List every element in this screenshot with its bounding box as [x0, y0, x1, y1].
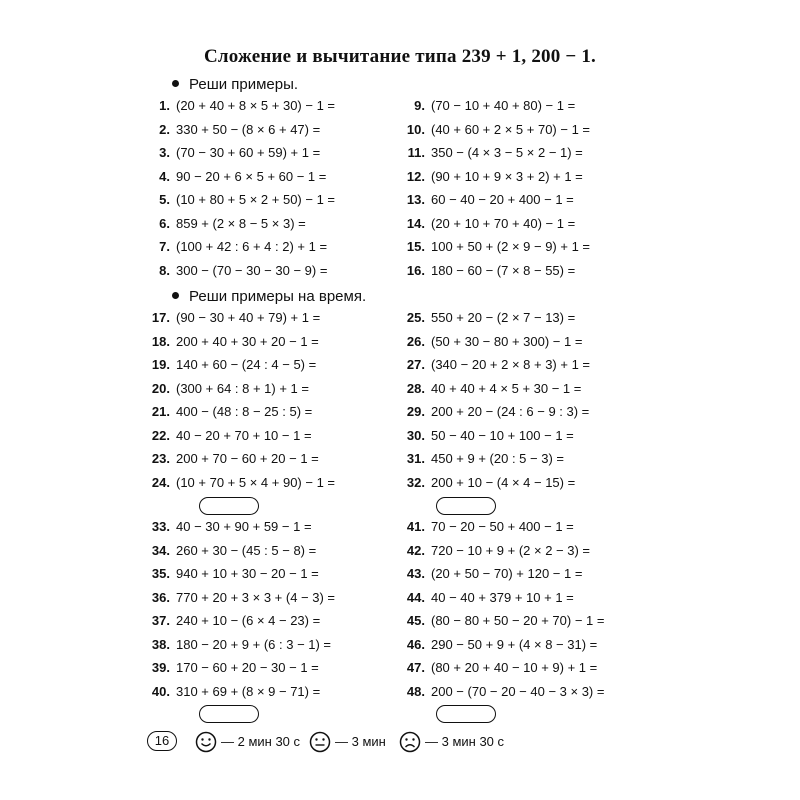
exercise-row	[403, 543, 590, 559]
exercise-number: 12.	[406, 169, 425, 184]
exercise-expression: 40 − 40 + 379 + 10 + 1 =	[431, 590, 574, 605]
exercise-row	[403, 239, 590, 255]
section2-heading	[172, 288, 366, 305]
exercise-number: 19.	[151, 357, 170, 372]
exercise-number: 42.	[406, 543, 425, 558]
exercise-row	[403, 98, 575, 114]
exercise-expression: 180 − 20 + 9 + (6 : 3 − 1) =	[176, 637, 332, 652]
exercise-row	[403, 216, 575, 232]
exercise-number: 6.	[159, 216, 170, 231]
exercise-number: 30.	[406, 428, 425, 443]
exercise-row	[403, 519, 574, 535]
time-neutral: — 3 мин	[335, 734, 386, 749]
exercise-row	[403, 122, 590, 138]
exercise-expression: 50 − 40 − 10 + 100 − 1 =	[431, 428, 574, 443]
exercise-number: 9.	[414, 98, 425, 113]
exercise-row	[403, 169, 583, 185]
exercise-expression: (20 + 50 − 70) + 120 − 1 =	[431, 566, 583, 581]
exercise-number: 24.	[151, 475, 170, 490]
exercise-row	[403, 451, 564, 467]
exercise-number: 2.	[159, 122, 170, 137]
bullet-icon	[172, 80, 179, 87]
exercise-number: 8.	[159, 263, 170, 278]
exercise-expression: (90 − 30 + 40 + 79) + 1 =	[176, 310, 321, 325]
exercise-expression: 40 + 40 + 4 × 5 + 30 − 1 =	[431, 381, 582, 396]
exercise-number: 25.	[406, 310, 425, 325]
exercise-expression: 300 − (70 − 30 − 30 − 9) =	[176, 263, 328, 278]
exercise-expression: 180 − 60 − (7 × 8 − 55) =	[431, 263, 576, 278]
exercise-number: 17.	[151, 310, 170, 325]
exercise-expression: (340 − 20 + 2 × 8 + 3) + 1 =	[431, 357, 591, 372]
sad-face-icon	[399, 731, 421, 753]
exercise-number: 29.	[406, 404, 425, 419]
exercise-number: 33.	[151, 519, 170, 534]
exercise-number: 10.	[406, 122, 425, 137]
exercise-row	[148, 637, 331, 653]
exercise-expression: 200 − (70 − 20 − 40 − 3 × 3) =	[431, 684, 605, 699]
exercise-row	[148, 590, 335, 606]
page-number: 16	[147, 731, 177, 751]
exercise-number: 36.	[151, 590, 170, 605]
exercise-row	[403, 590, 574, 606]
exercise-expression: 200 + 40 + 30 + 20 − 1 =	[176, 334, 319, 349]
exercise-number: 45.	[406, 613, 425, 628]
exercise-row	[148, 475, 335, 491]
exercise-expression: 550 + 20 − (2 × 7 − 13) =	[431, 310, 576, 325]
exercise-expression: 330 + 50 − (8 × 6 + 47) =	[176, 122, 321, 137]
neutral-face-icon	[309, 731, 331, 753]
exercise-row	[148, 381, 309, 397]
exercise-number: 21.	[151, 404, 170, 419]
exercise-row	[148, 98, 335, 114]
exercise-row	[403, 310, 575, 326]
exercise-expression: 200 + 10 − (4 × 4 − 15) =	[431, 475, 576, 490]
exercise-number: 11.	[407, 145, 425, 160]
exercise-number: 35.	[151, 566, 170, 581]
exercise-row	[148, 310, 320, 326]
exercise-number: 22.	[151, 428, 170, 443]
exercise-row	[403, 334, 582, 350]
exercise-number: 13.	[406, 192, 425, 207]
exercise-expression: (80 + 20 + 40 − 10 + 9) + 1 =	[431, 660, 598, 675]
bullet-icon	[172, 292, 179, 299]
exercise-expression: 290 − 50 + 9 + (4 × 8 − 31) =	[431, 637, 598, 652]
exercise-row	[148, 263, 327, 279]
answer-box[interactable]	[436, 705, 496, 723]
exercise-expression: 350 − (4 × 3 − 5 × 2 − 1) =	[431, 145, 583, 160]
exercise-number: 27.	[406, 357, 425, 372]
exercise-number: 4.	[159, 169, 170, 184]
exercise-row	[148, 192, 335, 208]
exercise-number: 14.	[406, 216, 425, 231]
exercise-row	[403, 684, 604, 700]
exercise-expression: (100 + 42 : 6 + 4 : 2) + 1 =	[176, 239, 328, 254]
exercise-row	[148, 216, 306, 232]
exercise-row	[148, 145, 320, 161]
exercise-expression: 859 + (2 × 8 − 5 × 3) =	[176, 216, 306, 231]
exercise-expression: 170 − 60 + 20 − 30 − 1 =	[176, 660, 319, 675]
exercise-row	[148, 684, 320, 700]
exercise-number: 37.	[151, 613, 170, 628]
exercise-row	[403, 404, 589, 420]
exercise-number: 48.	[406, 684, 425, 699]
exercise-row	[403, 145, 583, 161]
exercise-expression: 200 + 70 − 60 + 20 − 1 =	[176, 451, 319, 466]
exercise-expression: 40 − 30 + 90 + 59 − 1 =	[176, 519, 312, 534]
section1-heading	[172, 76, 298, 93]
time-sad: — 3 мин 30 с	[425, 734, 505, 749]
exercise-number: 32.	[406, 475, 425, 490]
exercise-row	[403, 192, 574, 208]
exercise-expression: 140 + 60 − (24 : 4 − 5) =	[176, 357, 317, 372]
exercise-number: 40.	[151, 684, 170, 699]
exercise-expression: 70 − 20 − 50 + 400 − 1 =	[431, 519, 574, 534]
exercise-row	[403, 475, 575, 491]
exercise-expression: (20 + 10 + 70 + 40) − 1 =	[431, 216, 576, 231]
time-happy: — 2 мин 30 с	[221, 734, 301, 749]
exercise-row	[148, 239, 327, 255]
exercise-number: 7.	[159, 239, 170, 254]
exercise-expression: (40 + 60 + 2 × 5 + 70) − 1 =	[431, 122, 591, 137]
exercise-expression: 770 + 20 + 3 × 3 + (4 − 3) =	[176, 590, 336, 605]
exercise-expression: 260 + 30 − (45 : 5 − 8) =	[176, 543, 317, 558]
exercise-row	[148, 357, 316, 373]
exercise-number: 1.	[159, 98, 170, 113]
exercise-expression: 310 + 69 + (8 × 9 − 71) =	[176, 684, 321, 699]
exercise-expression: (10 + 70 + 5 × 4 + 90) − 1 =	[176, 475, 336, 490]
section2-heading-text: Реши примеры на время.	[189, 288, 367, 305]
exercise-expression: (20 + 40 + 8 × 5 + 30) − 1 =	[176, 98, 336, 113]
exercise-expression: (10 + 80 + 5 × 2 + 50) − 1 =	[176, 192, 336, 207]
page-title: Сложение и вычитание типа 239 + 1, 200 − 1.	[203, 46, 597, 67]
exercise-expression: 90 − 20 + 6 × 5 + 60 − 1 =	[176, 169, 327, 184]
exercise-row	[403, 428, 574, 444]
exercise-row	[148, 428, 312, 444]
exercise-expression: 720 − 10 + 9 + (2 × 2 − 3) =	[431, 543, 591, 558]
exercise-number: 18.	[151, 334, 170, 349]
exercise-number: 15.	[406, 239, 425, 254]
exercise-expression: (50 + 30 − 80 + 300) − 1 =	[431, 334, 583, 349]
exercise-number: 26.	[406, 334, 425, 349]
exercise-expression: (90 + 10 + 9 × 3 + 2) + 1 =	[431, 169, 583, 184]
exercise-number: 28.	[406, 381, 425, 396]
exercise-expression: 240 + 10 − (6 × 4 − 23) =	[176, 613, 321, 628]
exercise-expression: 400 − (48 : 8 − 25 : 5) =	[176, 404, 313, 419]
exercise-row	[403, 566, 582, 582]
exercise-expression: 60 − 40 − 20 + 400 − 1 =	[431, 192, 574, 207]
exercise-row	[403, 263, 575, 279]
exercise-number: 3.	[159, 145, 170, 160]
exercise-expression: 940 + 10 + 30 − 20 − 1 =	[176, 566, 319, 581]
exercise-number: 31.	[406, 451, 425, 466]
exercise-number: 20.	[151, 381, 170, 396]
exercise-expression: 450 + 9 + (20 : 5 − 3) =	[431, 451, 564, 466]
exercise-expression: 40 − 20 + 70 + 10 − 1 =	[176, 428, 312, 443]
exercise-number: 38.	[151, 637, 170, 652]
exercise-number: 5.	[159, 192, 170, 207]
exercise-row	[148, 404, 312, 420]
exercise-row	[148, 169, 326, 185]
exercise-number: 47.	[406, 660, 425, 675]
exercise-row	[403, 357, 590, 373]
exercise-number: 39.	[151, 660, 170, 675]
exercise-row	[148, 660, 319, 676]
exercise-row	[403, 381, 581, 397]
exercise-expression: (300 + 64 : 8 + 1) + 1 =	[176, 381, 309, 396]
answer-box[interactable]	[199, 705, 259, 723]
answer-box[interactable]	[436, 497, 496, 515]
exercise-expression: 100 + 50 + (2 × 9 − 9) + 1 =	[431, 239, 591, 254]
exercise-number: 34.	[151, 543, 170, 558]
exercise-number: 46.	[406, 637, 425, 652]
exercise-number: 16.	[406, 263, 425, 278]
exercise-row	[403, 613, 604, 629]
exercise-row	[148, 451, 319, 467]
exercise-expression: 200 + 20 − (24 : 6 − 9 : 3) =	[431, 404, 590, 419]
exercise-expression: (70 − 10 + 40 + 80) − 1 =	[431, 98, 576, 113]
exercise-row	[148, 334, 319, 350]
exercise-row	[148, 519, 312, 535]
exercise-number: 23.	[151, 451, 170, 466]
exercise-row	[148, 566, 319, 582]
exercise-expression: (70 − 30 + 60 + 59) + 1 =	[176, 145, 321, 160]
exercise-row	[148, 543, 316, 559]
exercise-row	[403, 637, 597, 653]
happy-face-icon	[195, 731, 217, 753]
exercise-number: 41.	[406, 519, 425, 534]
exercise-row	[403, 660, 597, 676]
exercise-expression: (80 − 80 + 50 − 20 + 70) − 1 =	[431, 613, 605, 628]
answer-box[interactable]	[199, 497, 259, 515]
exercise-number: 43.	[406, 566, 425, 581]
exercise-number: 44.	[406, 590, 425, 605]
exercise-row	[148, 122, 320, 138]
exercise-row	[148, 613, 320, 629]
section1-heading-text: Реши примеры.	[189, 76, 299, 93]
